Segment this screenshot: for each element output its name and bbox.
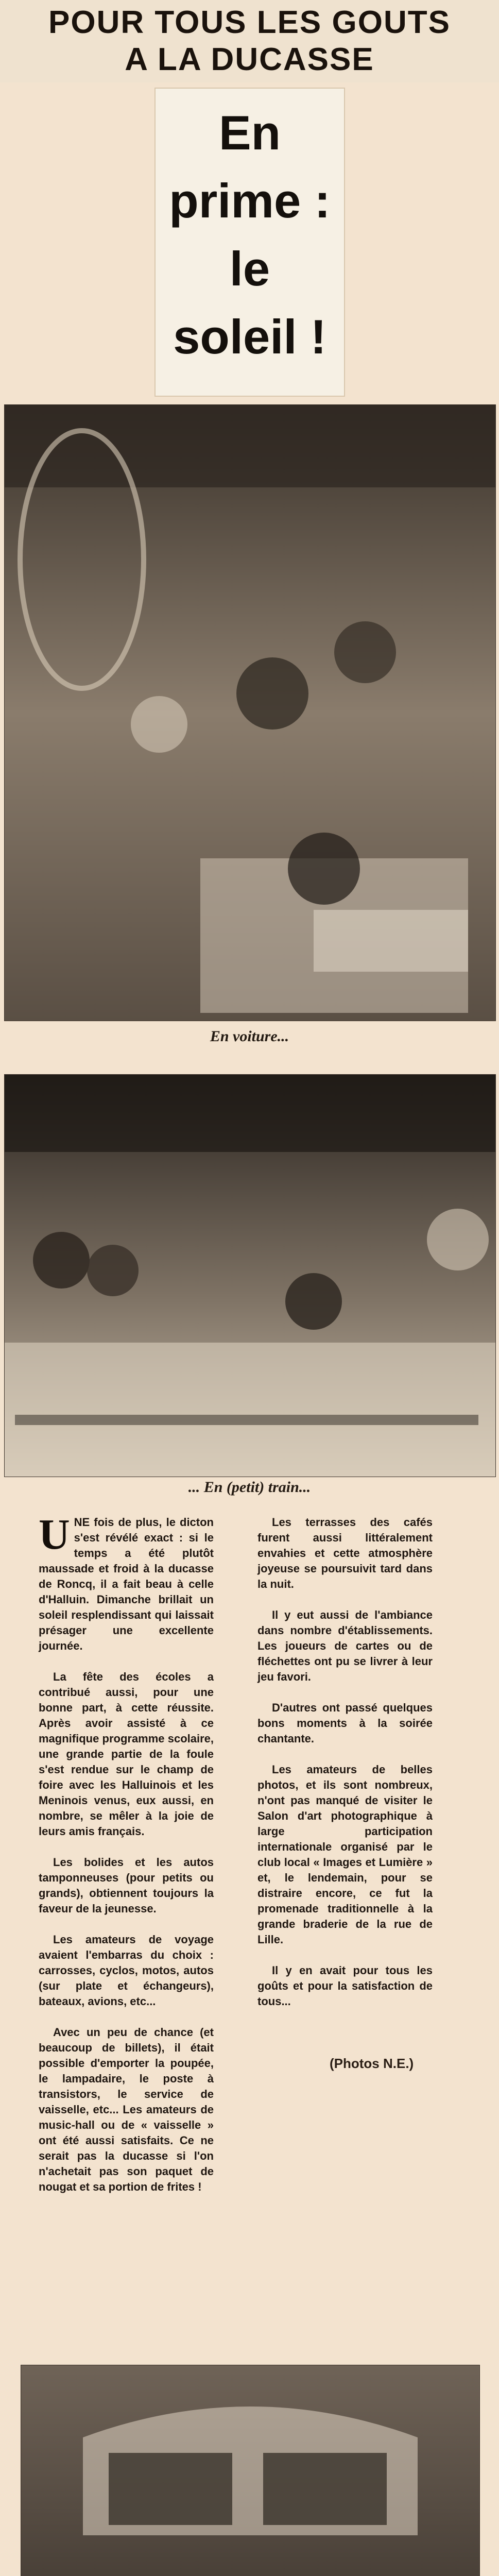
article-paragraph: Les bolides et les autos tamponneuses (pour petits ou grands), obtiennent toujours la faveur de la jeunesse. (39, 1856, 214, 1915)
title-line-2: prime : (169, 174, 331, 228)
title-line-3: le (229, 242, 270, 296)
article-paragraph: Il y eut aussi de l'ambiance dans nombre d'établissements. Les joueurs de cartes ou de fléchettes ont pu se livrer à leur jeu favori. (257, 1608, 433, 1683)
title-line-1: En (218, 106, 281, 160)
article-paragraph: Les amateurs de voyage avaient l'embarras du choix : carrosses, cyclos, motos, autos (sur plate et échangeurs), bateaux, avions, etc... (39, 1933, 214, 2008)
article-paragraph: La fête des écoles a contribué aussi, pour une bonne part, à cette réussite. Après avoir assisté à ce magnifique programme scolaire, une grande partie de la foule s'est rendue sur le champ de foire avec les Halluinois et les Meninois venus, eux aussi, en nombre, se mêler à la joie de leurs amis français. (39, 1670, 214, 1838)
photo-car-ride-image (5, 405, 495, 1021)
article-paragraph: Les terrasses des cafés furent aussi littéralement envahies et cette atmosphère joyeuse se poursuivit tard dans la nuit. (257, 1516, 433, 1590)
photo-small-train (4, 1074, 496, 1477)
headline (0, 0, 499, 82)
article-paragraph: Les amateurs de belles photos, et ils sont nombreux, n'ont pas manqué de visiter le Salon d'art photographique à large participation internationale organisé par le club local « Images et Lumière » et, le lendemain, pour se distraire encore, ce fut la promenade traditionnelle à la grande braderie de la rue de Lille. (257, 1763, 433, 1946)
photo-small-train-image (5, 1075, 495, 1477)
photo-car-ride (4, 404, 496, 1021)
article-paragraph: Avec un peu de chance (et beaucoup de billets), il était possible d'emporter la poupée, le lampadaire, le poste à transistors, le service de vaisselle, etc... Les amateurs de music-hall ou de « vaisselle » ont été aussi satisfaits. Ce ne serait pas la ducasse si l'on n'achetait pas son paquet de nougat et sa portion de frites ! (39, 2026, 214, 2193)
article-paragraph: UNE fois de plus, le dicton s'est révélé exact : si le temps a été plutôt maussade et froid à la ducasse de Roncq, il a fait beau à celle d'Halluin. Dimanche brillait un soleil resplendissant qui laissait présager une excellente journée. (39, 1511, 214, 1652)
title-box (154, 88, 345, 397)
photo-space-cabin-image (21, 2365, 479, 2576)
article-column-1 (39, 1511, 214, 2210)
photo-credit: (Photos N.E.) (330, 2056, 414, 2071)
headline-line-2: A LA DUCASSE (125, 42, 374, 77)
photo-space-cabin (21, 2365, 480, 2576)
title-line-4: soleil ! (173, 310, 326, 364)
article-paragraph: Il y en avait pour tous les goûts et pour la satisfaction de tous... (257, 1964, 433, 2008)
article-paragraph: D'autres ont passé quelques bons moments à la soirée chantante. (257, 1701, 433, 1745)
caption-car: En voiture... (210, 1028, 289, 1045)
article-column-2 (257, 1515, 433, 2025)
headline-line-1: POUR TOUS LES GOUTS (48, 5, 451, 40)
caption-train: ... En (petit) train... (188, 1479, 311, 1496)
dropcap: U (39, 1511, 70, 1558)
